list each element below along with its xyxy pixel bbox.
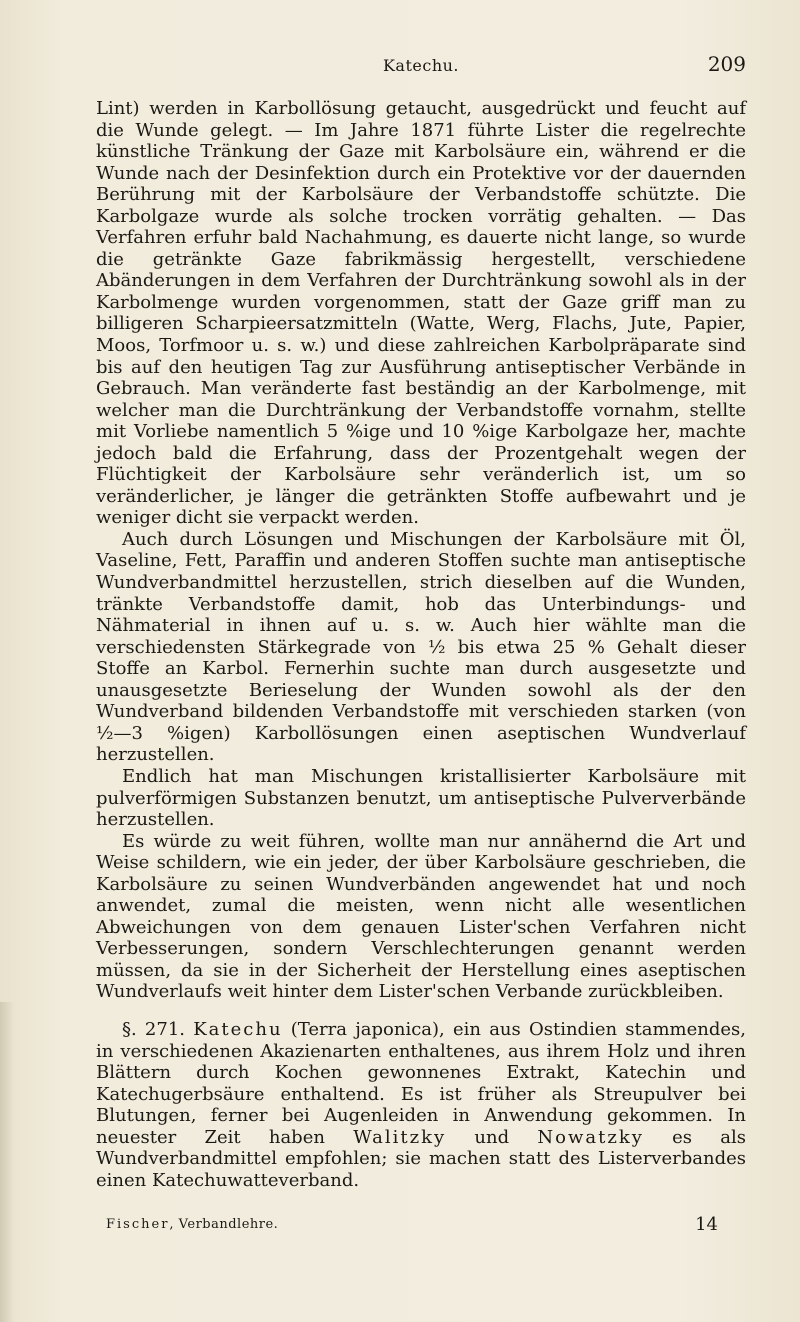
section-text-1: (Terra japonica), ein aus Ostindien stammendes, in verschiedenen Akazienarten enthaltenes, aus ihrem Holz und ihren Blättern durch Kochen gewonnenes Extrakt, Katechin und Katechugerbsäure enthaltend. Es ist früher als Streupulver bei Blutungen, ferner bei Augenleiden in Anwendung gekommen. In neuester Zeit haben — [96, 1018, 746, 1148]
page-number: 209 — [707, 52, 746, 76]
page-footer — [96, 1214, 746, 1236]
body-text — [96, 98, 746, 1191]
paragraph-lint: Lint) werden in Karbollösung getaucht, ausgedrückt und feucht auf die Wunde gelegt. — Im Jahre 1871 führte Lister die regelrechte künstliche Tränkung der Gaze mit Karbolsäure ein, während er die Wunde nach der Desinfektion durch ein Protektive vor der dauernden Berührung mit der Karbolsäure der Verbandstoffe schützte. Die Karbolgaze wurde als solche trocken vorrätig gehalten. — Das Verfahren erfuhr bald Nachahmung, es dauerte nicht lange, so wurde die getränkte Gaze fabrikmässig hergestellt, verschiedene Abänderungen in dem Verfahren der Durchtränkung sowohl als in der Karbolmenge wurden vorgenommen, statt der Gaze griff man zu billigeren Scharpieersatzmitteln (Watte, Werg, Flachs, Jute, Papier, Moos, Torfmoor u. s. w.) und diese zahlreichen Karbolpräparate sind bis auf den heutigen Tag zur Ausführung antiseptischer Verbände in Gebrauch. Man veränderte fast beständig an der Karbolmenge, mit welcher man die Durchtränkung der Verbandstoffe vornahm, stellte mit Vorliebe namentlich 5 %ige und 10 %ige Karbolgaze her, machte jedoch bald die Erfahrung, dass der Prozentgehalt wegen der Flüchtigkeit der Karbolsäure sehr veränderlich ist, um so veränderlicher, je länger die getränkten Stoffe aufbewahrt und je weniger dicht sie verpackt werden. — [96, 98, 746, 529]
footer-imprint — [106, 1217, 278, 1232]
author-name-2: Nowatzky — [537, 1126, 644, 1148]
page-header — [96, 52, 746, 80]
section-term: Katechu — [193, 1018, 283, 1040]
section-text-2: es als Wundverbandmittel empfohlen; sie machen statt des Listerverbandes einen Katechuwatteverband. — [96, 1126, 747, 1191]
paragraph-solutions: Auch durch Lösungen und Mischungen der Karbolsäure mit Öl, Vaseline, Fett, Paraffin und anderen Stoffen suchte man antiseptische Wundverbandmittel herzustellen, strich dieselben auf die Wunden, tränkte Verbandstoffe damit, hob das Unterbindungs- und Nähmaterial in ihnen auf u. s. w. Auch hier wählte man die verschiedensten Stärkegrade von ½ bis etwa 25 % Gehalt dieser Stoffe an Karbol. Fernerhin suchte man durch ausgesetzte und unausgesetzte Berieselung der Wunden sowohl als der den Wundverband bildenden Verbandstoffe mit verschieden starken (von ½—3 %igen) Karbollösungen einen aseptischen Wundverlauf herzustellen. — [96, 528, 746, 766]
author-name-1: Walitzky — [353, 1126, 447, 1148]
footer-author: Fischer — [106, 1217, 170, 1232]
signature-mark: 14 — [695, 1214, 718, 1235]
section-271 — [96, 1019, 746, 1191]
section-conjunction: und — [446, 1126, 538, 1148]
page-edge-shadow — [0, 1002, 14, 1322]
footer-book: , Verbandlehre. — [169, 1217, 279, 1232]
running-head: Katechu. — [382, 56, 460, 75]
section-number: §. 271. — [122, 1018, 194, 1040]
paragraph-powder: Endlich hat man Mischungen kristallisierter Karbolsäure mit pulverförmigen Substanzen benutzt, um antiseptische Pulververbände herzustellen. — [96, 765, 746, 831]
paragraph-lister: Es würde zu weit führen, wollte man nur annähernd die Art und Weise schildern, wie ein jeder, der über Karbolsäure geschrieben, die Karbolsäure zu seinen Wundverbänden angewendet hat und noch anwendet, zumal die meisten, wenn nicht alle wesentlichen Abweichungen von dem genauen Lister'schen Verfahren nicht Verbesserungen, sondern Verschlechterungen genannt werden müssen, da sie in der Sicherheit der Herstellung eines aseptischen Wundverlaufs weit hinter dem Lister'schen Verbande zurückbleiben. — [96, 830, 746, 1003]
